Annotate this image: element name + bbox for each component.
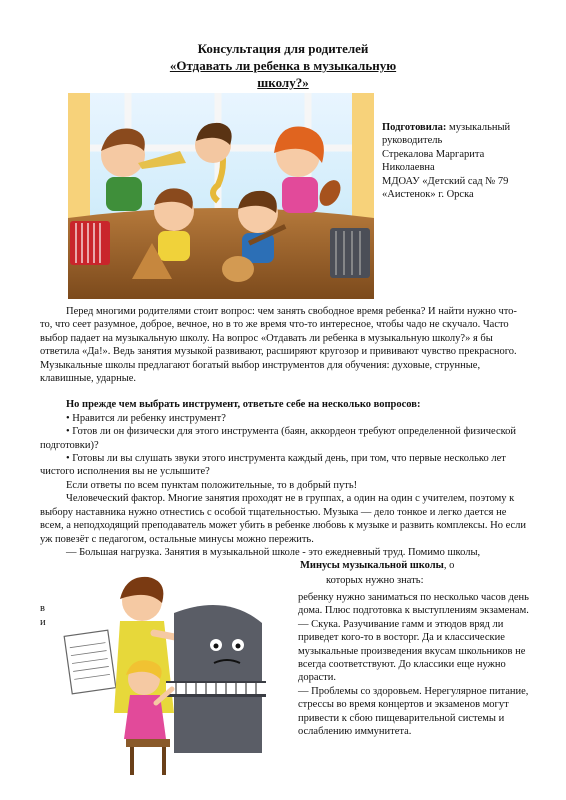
conclusion-paragraph: Если ответы по всем пунктам положительные, то в добрый путь! bbox=[66, 479, 358, 491]
children-orchestra-illustration bbox=[68, 93, 374, 299]
minuses-heading-rest: , о bbox=[443, 560, 455, 571]
title-line-2: «Отдавать ли ребенка в музыкальную bbox=[169, 58, 397, 73]
author-line: руководитель bbox=[382, 135, 443, 147]
human-factor-paragraph: Человеческий фактор. Многие занятия проходят не в группах, а один на один с учителем, поэтому к выбору наставника нужно отнестись с особой тщательностью. Музыка — дело тонкое и легко дается не всем, а неподходящий преподаватель может убить в ребенке любовь к музыке и развить комплексы. Но если уж повезёт с педагогом, остальные минусы можно пережить. bbox=[40, 493, 527, 545]
intro-paragraph: Перед многими родителями стоит вопрос: чем занять свободное время ребенка? И найти нужно что- то, что сеет разумное, доброе, вечное, но в то же время что-то интересное, чтобы чадо не скучало. Часто выбор падает на музыкальную школу. На вопрос «Отдавать ли ребенка в музыкальную школу?» я бы ответила «Да!». Ведь занятия музыкой развивают, расширяют кругозор и прививают чувство прекрасного. Музыкальные школы предлагают богатый выбор инструментов для обучения: духовые, струнные, клавишные, ударные. bbox=[40, 306, 517, 385]
author-role-start: музыкальный bbox=[446, 122, 511, 133]
author-line: Стрекалова Маргарита bbox=[382, 148, 485, 160]
minuses-heading: Минусы музыкальной школы bbox=[300, 560, 444, 571]
title-line-3: школу?» bbox=[257, 75, 309, 90]
piano-lesson-illustration bbox=[56, 563, 270, 781]
minuses-column bbox=[298, 591, 530, 738]
stray-letter: в bbox=[40, 603, 45, 614]
minuses-heading-line bbox=[300, 559, 530, 573]
minuses-paragraph-boredom: — Скука. Разучивание гамм и этюдов вряд ли приведет кого-то в восторг. Да и классические музыкальные произведения вкусам школьников не всегда соответствуют. До классики еще нужно дорасти. bbox=[298, 618, 526, 684]
minuses-paragraph-health: — Проблемы со здоровьем. Нерегулярное питание, стрессы во время концертов и экзаменов могут привести к сбою пищеварительной системы и ослаблению иммунитета. bbox=[298, 685, 529, 738]
question-item: • Готовы ли вы слушать звуки этого инструмента каждый день, при том, что первые несколько лет чистого исполнения вы не услышите? bbox=[40, 453, 506, 478]
author-label-line bbox=[382, 121, 552, 134]
author-line: Николаевна bbox=[382, 162, 435, 174]
author-label: Подготовила: bbox=[382, 122, 447, 133]
author-block bbox=[382, 121, 552, 201]
author-line: МДОАУ «Детский сад № 79 bbox=[382, 175, 509, 187]
author-line: «Аистенок» г. Орска bbox=[382, 189, 474, 201]
minuses-paragraph-load: ребенку нужно заниматься по несколько часов день дома. Плюс подготовка к выступлениям экзаменам. bbox=[298, 592, 529, 617]
stray-letter: и bbox=[40, 617, 46, 628]
load-paragraph: — Большая нагрузка. Занятия в музыкальной школе - это ежедневный труд. Помимо школы, bbox=[66, 546, 481, 558]
title-line-1: Консультация для родителей bbox=[197, 41, 369, 56]
minuses-subheading: которых нужно знать: bbox=[326, 575, 424, 586]
questions-heading: Но прежде чем выбрать инструмент, ответьте себе на несколько вопросов: bbox=[66, 399, 421, 411]
question-item: • Готов ли он физически для этого инструмента (баян, аккордеон требуют определенной физической подготовки)? bbox=[40, 426, 517, 451]
question-item: • Нравится ли ребенку инструмент? bbox=[66, 412, 226, 424]
main-text bbox=[40, 305, 530, 559]
